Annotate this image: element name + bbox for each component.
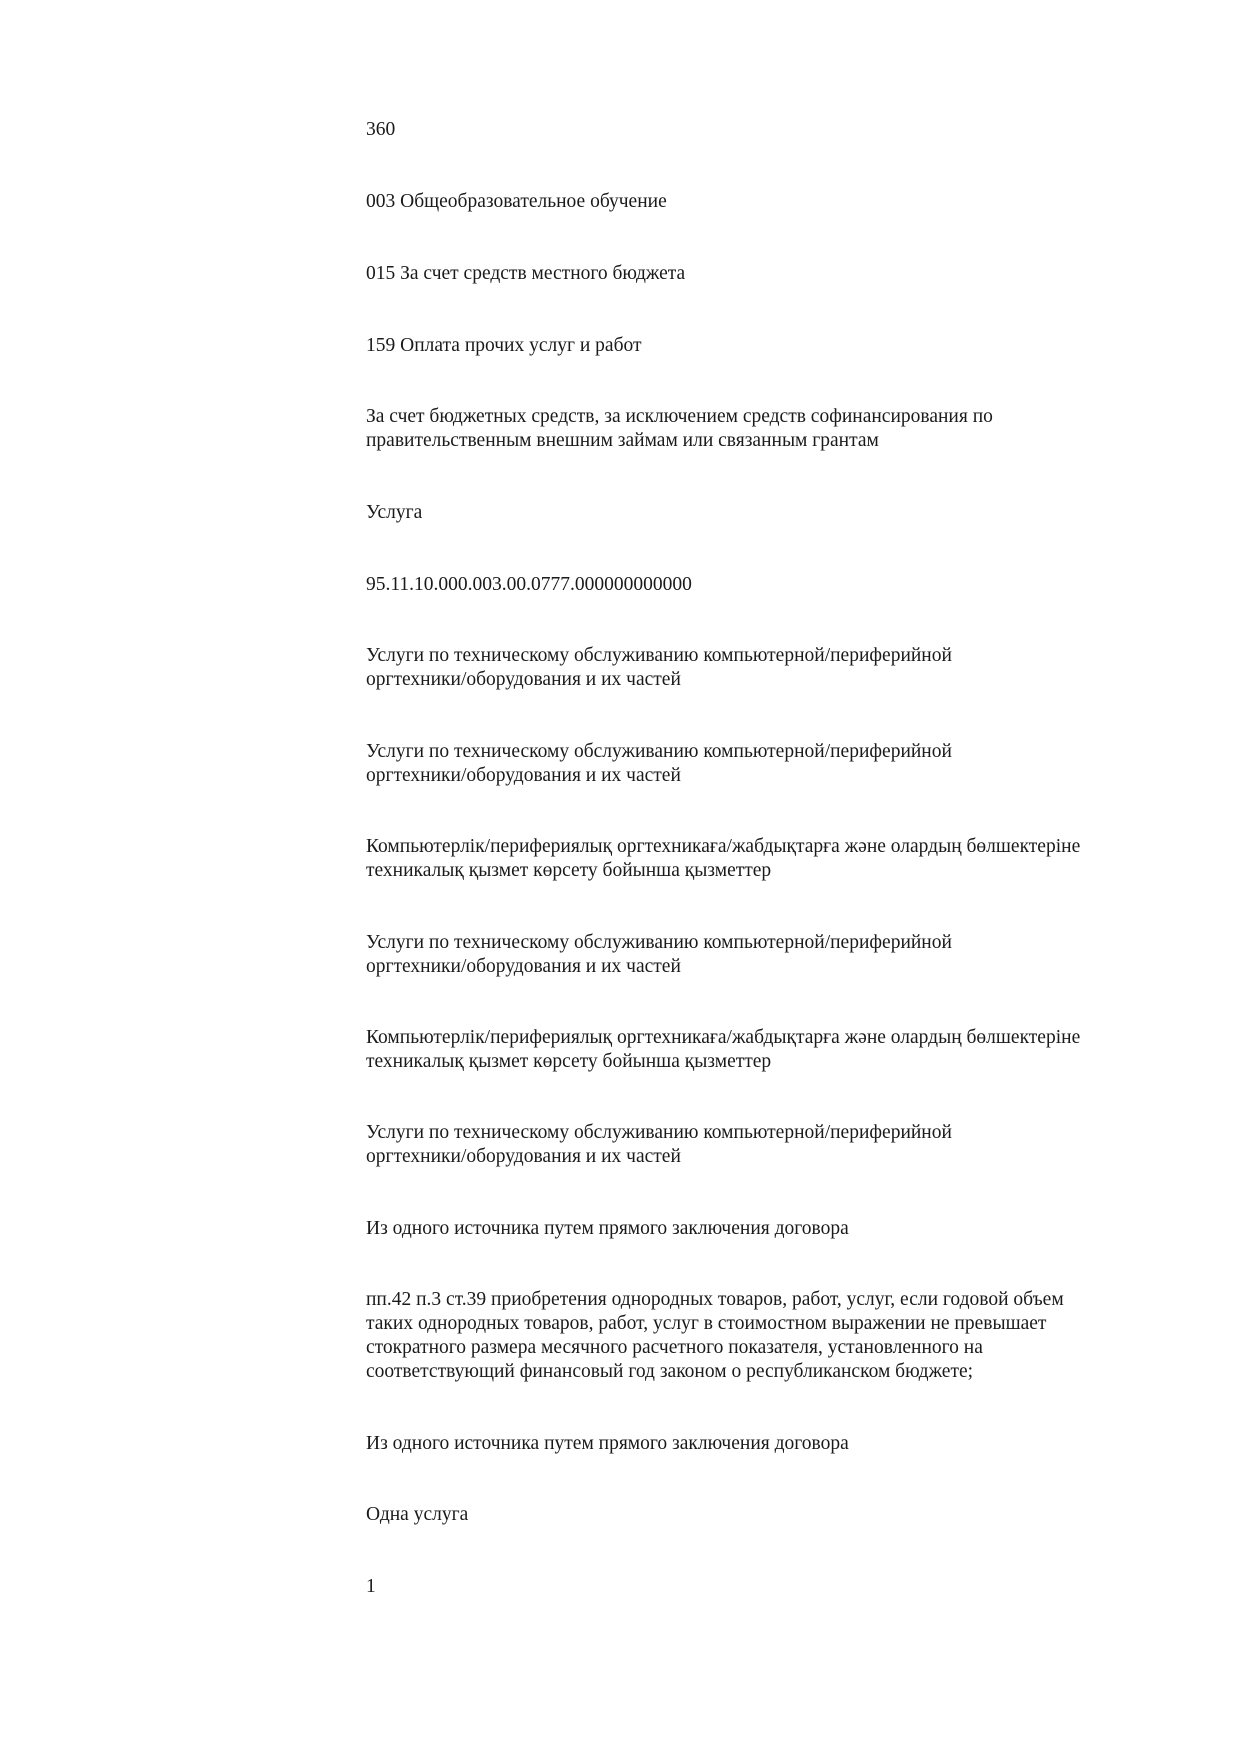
- service-name-ru-2: Услуги по техническому обслуживанию компьютерной/периферийной оргтехники/оборудования и их частей: [366, 741, 952, 786]
- service-description-ru: Услуги по техническому обслуживанию компьютерной/периферийной оргтехники/оборудования и их частей: [366, 932, 952, 977]
- funding-type-text: За счет бюджетных средств, за исключением средств софинансирования по правительственным внешним займам или связанным грантам: [366, 406, 993, 451]
- specifics-line: 159 Оплата прочих услуг и работ: [366, 335, 642, 356]
- item-type: Услуга: [366, 502, 423, 523]
- budget-program-code: 360: [366, 119, 396, 140]
- service-characteristics-ru: Услуги по техническому обслуживанию компьютерной/периферийной оргтехники/оборудования и их частей: [366, 1122, 952, 1167]
- ktru-code: 95.11.10.000.003.00.0777.000000000000: [366, 574, 692, 595]
- service-description-kz: Компьютерлік/перифериялық оргтехникаға/жабдықтарға және олардың бөлшектеріне техникалық қызмет көрсету бойынша қызметтер: [366, 1027, 1081, 1072]
- quantity: 1: [366, 1576, 376, 1597]
- legal-basis-text: пп.42 п.3 ст.39 приобретения однородных товаров, работ, услуг, если годовой объем таких однородных товаров, работ, услуг в стоимостном выражении не превышает стократного размера месячного расчетного показателя, установленного на соответствующий финансовый год законом о республиканском бюджете;: [366, 1289, 1064, 1382]
- funding-source-line: 015 За счет средств местного бюджета: [366, 263, 686, 284]
- service-name-kz: Компьютерлік/перифериялық оргтехникаға/жабдықтарға және олардың бөлшектеріне техникалық қызмет көрсету бойынша қызметтер: [366, 836, 1081, 881]
- service-name-ru: Услуги по техническому обслуживанию компьютерной/периферийной оргтехники/оборудования и их частей: [366, 645, 952, 690]
- subprogram-line: 003 Общеобразовательное обучение: [366, 191, 667, 212]
- procurement-method: Из одного источника путем прямого заключения договора: [366, 1218, 849, 1239]
- procurement-method-2: Из одного источника путем прямого заключения договора: [366, 1433, 849, 1454]
- unit-of-measure: Одна услуга: [366, 1504, 469, 1525]
